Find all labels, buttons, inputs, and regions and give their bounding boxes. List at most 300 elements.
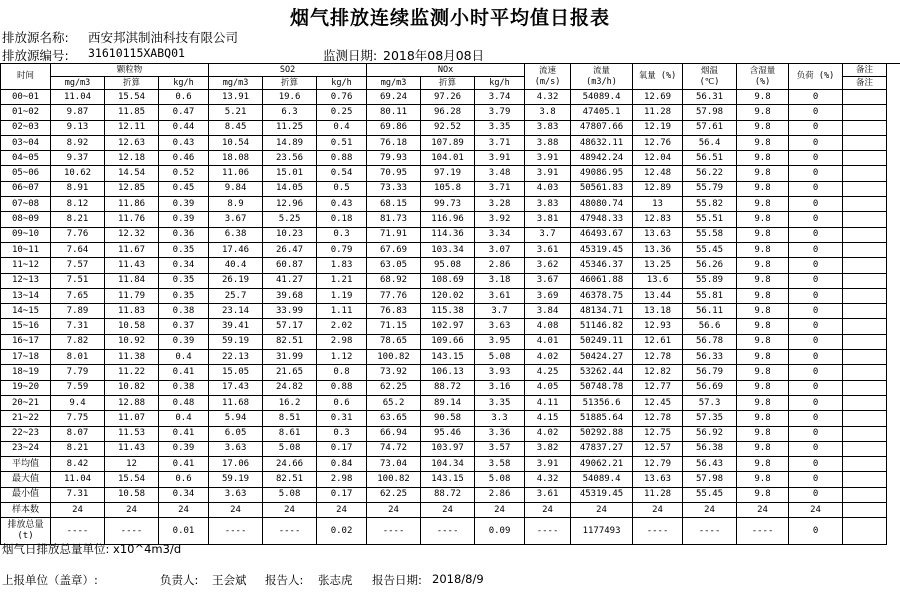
table-cell: 12.04: [633, 151, 683, 166]
table-cell: 0.88: [317, 151, 367, 166]
table-cell: 9.8: [737, 151, 789, 166]
table-cell: [843, 380, 887, 395]
table-row: [1, 166, 887, 181]
table-cell: 4.02: [525, 426, 571, 441]
row-label: 01~02: [1, 105, 51, 120]
table-cell: [843, 90, 887, 105]
table-row: [1, 411, 887, 426]
table-cell: 9.8: [737, 365, 789, 380]
table-cell: 0.6: [317, 395, 367, 410]
table-cell: ----: [367, 518, 421, 545]
table-cell: 33.99: [263, 304, 317, 319]
table-cell: 24: [263, 503, 317, 518]
table-cell: 12.77: [633, 380, 683, 395]
table-cell: 12.82: [633, 365, 683, 380]
header-oxygen: 氧量 (%): [633, 64, 683, 90]
table-cell: 3.95: [475, 334, 525, 349]
row-label: 15~16: [1, 319, 51, 334]
table-cell: 14.89: [263, 135, 317, 150]
table-cell: 3.62: [525, 258, 571, 273]
table-cell: 13.44: [633, 288, 683, 303]
table-cell: 24: [421, 503, 475, 518]
table-cell: 73.33: [367, 181, 421, 196]
table-cell: 0.39: [159, 334, 209, 349]
table-cell: 3.67: [209, 212, 263, 227]
header-pm-zhe: 折算: [105, 77, 159, 90]
code-label: 排放源编号:: [2, 48, 69, 63]
table-cell: 56.31: [683, 90, 737, 105]
table-cell: 39.41: [209, 319, 263, 334]
table-cell: 3.63: [209, 487, 263, 502]
table-cell: 23.14: [209, 304, 263, 319]
row-label: 11~12: [1, 258, 51, 273]
table-cell: 57.3: [683, 395, 737, 410]
code-value: 31610115XABQ01: [88, 46, 185, 60]
table-cell: 0.25: [317, 105, 367, 120]
table-cell: [843, 503, 887, 518]
table-cell: 0.01: [159, 518, 209, 545]
table-cell: 120.02: [421, 288, 475, 303]
table-row: [1, 151, 887, 166]
table-row: [1, 258, 887, 273]
table-edge: [886, 63, 900, 536]
table-cell: 24: [367, 503, 421, 518]
table-cell: 0.4: [317, 120, 367, 135]
table-cell: 0.38: [159, 304, 209, 319]
table-cell: 3.7: [525, 227, 571, 242]
table-cell: 48632.11: [571, 135, 633, 150]
table-cell: 0.84: [317, 457, 367, 472]
table-cell: 0.43: [159, 135, 209, 150]
table-cell: 15.01: [263, 166, 317, 181]
table-cell: 0.88: [317, 380, 367, 395]
table-cell: 0: [789, 319, 843, 334]
table-cell: 66.94: [367, 426, 421, 441]
date-value: 2018年08月08日: [383, 48, 485, 63]
row-label: 最小值: [1, 487, 51, 502]
table-cell: 12.63: [105, 135, 159, 150]
table-cell: [843, 105, 887, 120]
table-cell: 11.07: [105, 411, 159, 426]
table-cell: 0.54: [317, 166, 367, 181]
table-cell: 3.8: [525, 105, 571, 120]
table-row: [1, 472, 887, 487]
table-cell: 92.52: [421, 120, 475, 135]
unit-note: 烟气日排放总量单位: x10^4m3/d: [2, 542, 182, 556]
table-cell: 0.4: [159, 411, 209, 426]
header-velocity: 流速 (m/s): [525, 64, 571, 90]
table-cell: 7.57: [51, 258, 105, 273]
table-cell: [843, 334, 887, 349]
table-cell: 100.82: [367, 350, 421, 365]
table-cell: 3.71: [475, 135, 525, 150]
table-cell: 3.36: [475, 426, 525, 441]
row-label: 22~23: [1, 426, 51, 441]
table-cell: 0: [789, 181, 843, 196]
source-name: 西安邦淇制油科技有限公司: [88, 30, 239, 45]
table-cell: 0.34: [159, 487, 209, 502]
table-row: [1, 395, 887, 410]
table-cell: 1.12: [317, 350, 367, 365]
table-cell: 25.7: [209, 288, 263, 303]
table-row: [1, 441, 887, 456]
table-cell: 12.89: [633, 181, 683, 196]
table-cell: 3.18: [475, 273, 525, 288]
table-cell: 77.76: [367, 288, 421, 303]
table-cell: ----: [633, 518, 683, 545]
table-cell: 12.76: [633, 135, 683, 150]
table-row: [1, 227, 887, 242]
table-cell: 0.51: [317, 135, 367, 150]
table-cell: 24: [475, 503, 525, 518]
table-cell: 3.74: [475, 90, 525, 105]
table-cell: 3.61: [475, 288, 525, 303]
table-cell: 9.8: [737, 288, 789, 303]
table-cell: 39.68: [263, 288, 317, 303]
table-cell: 13.6: [633, 273, 683, 288]
table-cell: [843, 472, 887, 487]
table-cell: [843, 426, 887, 441]
table-cell: 47837.27: [571, 441, 633, 456]
table-cell: 21.65: [263, 365, 317, 380]
table-cell: 4.25: [525, 365, 571, 380]
table-cell: 57.17: [263, 319, 317, 334]
table-cell: 7.76: [51, 227, 105, 242]
table-cell: 0.36: [159, 227, 209, 242]
table-cell: 0.35: [159, 288, 209, 303]
table-cell: 9.8: [737, 395, 789, 410]
table-row: [1, 426, 887, 441]
table-cell: 17.06: [209, 457, 263, 472]
row-label: 20~21: [1, 395, 51, 410]
table-cell: 26.19: [209, 273, 263, 288]
table-cell: 56.38: [683, 441, 737, 456]
table-cell: 7.65: [51, 288, 105, 303]
header-nox: NOx: [367, 64, 525, 77]
table-row: [1, 197, 887, 212]
table-cell: 46061.88: [571, 273, 633, 288]
table-cell: 49086.95: [571, 166, 633, 181]
table-cell: 68.92: [367, 273, 421, 288]
table-cell: 57.98: [683, 472, 737, 487]
row-label: 23~24: [1, 441, 51, 456]
table-cell: 24.82: [263, 380, 317, 395]
table-cell: 0: [789, 273, 843, 288]
table-row: [1, 365, 887, 380]
table-cell: 2.86: [475, 487, 525, 502]
table-cell: 11.76: [105, 212, 159, 227]
table-cell: 5.21: [209, 105, 263, 120]
table-cell: 68.15: [367, 197, 421, 212]
table-cell: 14.05: [263, 181, 317, 196]
table-cell: 13.63: [633, 472, 683, 487]
table-cell: 0.35: [159, 273, 209, 288]
table-cell: ----: [51, 518, 105, 545]
table-cell: 24.66: [263, 457, 317, 472]
table-cell: 3.93: [475, 365, 525, 380]
table-cell: ----: [263, 518, 317, 545]
table-cell: 12.61: [633, 334, 683, 349]
table-row: [1, 288, 887, 303]
table-cell: 11.04: [51, 472, 105, 487]
row-label: 02~03: [1, 120, 51, 135]
table-cell: 4.05: [525, 380, 571, 395]
table-cell: 0.8: [317, 365, 367, 380]
table-cell: 7.51: [51, 273, 105, 288]
table-cell: 10.92: [105, 334, 159, 349]
table-cell: 57.98: [683, 105, 737, 120]
table-cell: 18.08: [209, 151, 263, 166]
table-cell: 3.34: [475, 227, 525, 242]
table-cell: 114.36: [421, 227, 475, 242]
table-cell: 0.6: [159, 472, 209, 487]
header-so2-zhe: 折算: [263, 77, 317, 90]
table-cell: 4.01: [525, 334, 571, 349]
table-row: [1, 457, 887, 472]
table-cell: [843, 135, 887, 150]
table-cell: 56.51: [683, 151, 737, 166]
table-cell: 0.34: [159, 258, 209, 273]
table-cell: 63.05: [367, 258, 421, 273]
table-cell: 7.31: [51, 487, 105, 502]
table-cell: [843, 166, 887, 181]
row-label: 12~13: [1, 273, 51, 288]
table-cell: 11.84: [105, 273, 159, 288]
table-cell: 56.26: [683, 258, 737, 273]
table-cell: 4.11: [525, 395, 571, 410]
table-cell: 8.21: [51, 212, 105, 227]
table-cell: 6.38: [209, 227, 263, 242]
table-cell: 0.31: [317, 411, 367, 426]
table-cell: 9.8: [737, 181, 789, 196]
table-cell: 10.23: [263, 227, 317, 242]
table-cell: 0.39: [159, 212, 209, 227]
table-cell: 89.14: [421, 395, 475, 410]
table-cell: 0: [789, 441, 843, 456]
table-cell: 9.8: [737, 197, 789, 212]
table-cell: 78.65: [367, 334, 421, 349]
table-cell: 3.3: [475, 411, 525, 426]
table-cell: 24: [159, 503, 209, 518]
table-cell: 3.91: [525, 151, 571, 166]
table-cell: 12.18: [105, 151, 159, 166]
table-cell: 9.8: [737, 350, 789, 365]
table-cell: 63.65: [367, 411, 421, 426]
table-cell: 12.69: [633, 90, 683, 105]
date-label: 监测日期:: [323, 48, 378, 63]
table-cell: 12.88: [105, 395, 159, 410]
table-cell: 56.11: [683, 304, 737, 319]
table-cell: 12: [105, 457, 159, 472]
row-label: 平均值: [1, 457, 51, 472]
table-cell: 55.79: [683, 181, 737, 196]
table-cell: 3.91: [525, 166, 571, 181]
table-cell: 0: [789, 365, 843, 380]
table-cell: 12.83: [633, 212, 683, 227]
table-cell: 59.19: [209, 472, 263, 487]
table-cell: 24: [571, 503, 633, 518]
table-cell: [843, 395, 887, 410]
report-unit-label: 上报单位（盖章）:: [2, 573, 98, 587]
table-cell: 7.82: [51, 334, 105, 349]
header-pm: 颗粒物: [51, 64, 209, 77]
table-cell: 0.79: [317, 242, 367, 257]
table-cell: 2.98: [317, 472, 367, 487]
row-label: 03~04: [1, 135, 51, 150]
table-cell: 74.72: [367, 441, 421, 456]
table-cell: 51885.64: [571, 411, 633, 426]
table-cell: 9.8: [737, 319, 789, 334]
leader-name: 王会斌: [212, 573, 247, 587]
table-cell: [843, 350, 887, 365]
table-cell: [843, 120, 887, 135]
table-row: [1, 304, 887, 319]
table-cell: 12.19: [633, 120, 683, 135]
table-cell: 3.88: [525, 135, 571, 150]
table-cell: 143.15: [421, 472, 475, 487]
table-cell: 49062.21: [571, 457, 633, 472]
table-cell: 0: [789, 487, 843, 502]
table-cell: 7.75: [51, 411, 105, 426]
table-cell: 24: [51, 503, 105, 518]
table-cell: 41.27: [263, 273, 317, 288]
table-cell: 0: [789, 395, 843, 410]
table-cell: 90.58: [421, 411, 475, 426]
table-cell: 0: [789, 120, 843, 135]
table-cell: 47948.33: [571, 212, 633, 227]
table-cell: 14.54: [105, 166, 159, 181]
table-cell: 16.2: [263, 395, 317, 410]
table-cell: 48942.24: [571, 151, 633, 166]
table-cell: 5.94: [209, 411, 263, 426]
table-cell: 106.13: [421, 365, 475, 380]
table-cell: 13: [633, 197, 683, 212]
table-cell: 0: [789, 227, 843, 242]
table-cell: 3.69: [525, 288, 571, 303]
table-cell: 3.16: [475, 380, 525, 395]
table-cell: 10.54: [209, 135, 263, 150]
table-cell: [843, 304, 887, 319]
table-cell: 2.98: [317, 334, 367, 349]
table-cell: 31.99: [263, 350, 317, 365]
table-cell: 62.25: [367, 380, 421, 395]
table-cell: 8.51: [263, 411, 317, 426]
table-cell: 11.25: [263, 120, 317, 135]
table-cell: [843, 487, 887, 502]
table-cell: 0.47: [159, 105, 209, 120]
table-cell: 57.61: [683, 120, 737, 135]
row-label: 排放总量(t): [1, 518, 51, 545]
header-so2-mg: mg/m3: [209, 77, 263, 90]
table-cell: 40.4: [209, 258, 263, 273]
table-row: [1, 350, 887, 365]
table-cell: 0.39: [159, 197, 209, 212]
table-cell: 5.08: [475, 350, 525, 365]
table-cell: 0: [789, 457, 843, 472]
table-cell: 23.56: [263, 151, 317, 166]
table-cell: 0.09: [475, 518, 525, 545]
table-cell: 3.07: [475, 242, 525, 257]
table-cell: 67.69: [367, 242, 421, 257]
table-cell: ----: [105, 518, 159, 545]
table-cell: 19.6: [263, 90, 317, 105]
header-remark-2: 备注: [843, 77, 887, 90]
table-cell: 8.9: [209, 197, 263, 212]
table-cell: 9.8: [737, 426, 789, 441]
header-nox-kg: kg/h: [475, 77, 525, 90]
table-cell: 0: [789, 288, 843, 303]
table-cell: 0: [789, 258, 843, 273]
table-cell: 8.01: [51, 350, 105, 365]
table-cell: 0: [789, 105, 843, 120]
table-cell: ----: [737, 518, 789, 545]
table-row: [1, 105, 887, 120]
table-row: [1, 334, 887, 349]
table-cell: 76.83: [367, 304, 421, 319]
table-cell: 108.69: [421, 273, 475, 288]
table-cell: 109.66: [421, 334, 475, 349]
table-cell: [843, 288, 887, 303]
table-cell: 8.07: [51, 426, 105, 441]
table-cell: 9.8: [737, 457, 789, 472]
table-cell: 12.78: [633, 350, 683, 365]
table-row: [1, 319, 887, 334]
table-cell: 82.51: [263, 334, 317, 349]
table-cell: ----: [525, 518, 571, 545]
table-cell: 104.34: [421, 457, 475, 472]
table-row: [1, 503, 887, 518]
report-table: [0, 63, 887, 545]
table-cell: 2.02: [317, 319, 367, 334]
table-cell: 13.25: [633, 258, 683, 273]
table-cell: 55.58: [683, 227, 737, 242]
table-row: [1, 90, 887, 105]
table-cell: 0: [789, 197, 843, 212]
table-cell: 95.08: [421, 258, 475, 273]
table-cell: 3.91: [525, 457, 571, 472]
table-cell: 107.89: [421, 135, 475, 150]
table-cell: 0.76: [317, 90, 367, 105]
row-label: 06~07: [1, 181, 51, 196]
table-cell: 56.79: [683, 365, 737, 380]
table-cell: 9.13: [51, 120, 105, 135]
table-cell: 12.11: [105, 120, 159, 135]
table-cell: 69.86: [367, 120, 421, 135]
table-row: [1, 380, 887, 395]
table-cell: 56.43: [683, 457, 737, 472]
table-cell: 9.8: [737, 242, 789, 257]
table-cell: 1177493: [571, 518, 633, 545]
table-cell: 45346.37: [571, 258, 633, 273]
table-cell: 13.91: [209, 90, 263, 105]
table-cell: 9.8: [737, 105, 789, 120]
table-cell: 0: [789, 212, 843, 227]
row-label: 17~18: [1, 350, 51, 365]
table-cell: 102.97: [421, 319, 475, 334]
table-cell: 4.15: [525, 411, 571, 426]
table-cell: 54089.4: [571, 472, 633, 487]
table-cell: 0: [789, 151, 843, 166]
table-cell: 55.81: [683, 288, 737, 303]
table-cell: 7.89: [51, 304, 105, 319]
table-cell: 13.63: [633, 227, 683, 242]
table-cell: 73.92: [367, 365, 421, 380]
table-cell: 17.46: [209, 242, 263, 257]
table-cell: 15.54: [105, 472, 159, 487]
header-flow: 流量 (m3/h): [571, 64, 633, 90]
table-cell: 97.19: [421, 166, 475, 181]
table-cell: 0.3: [317, 227, 367, 242]
